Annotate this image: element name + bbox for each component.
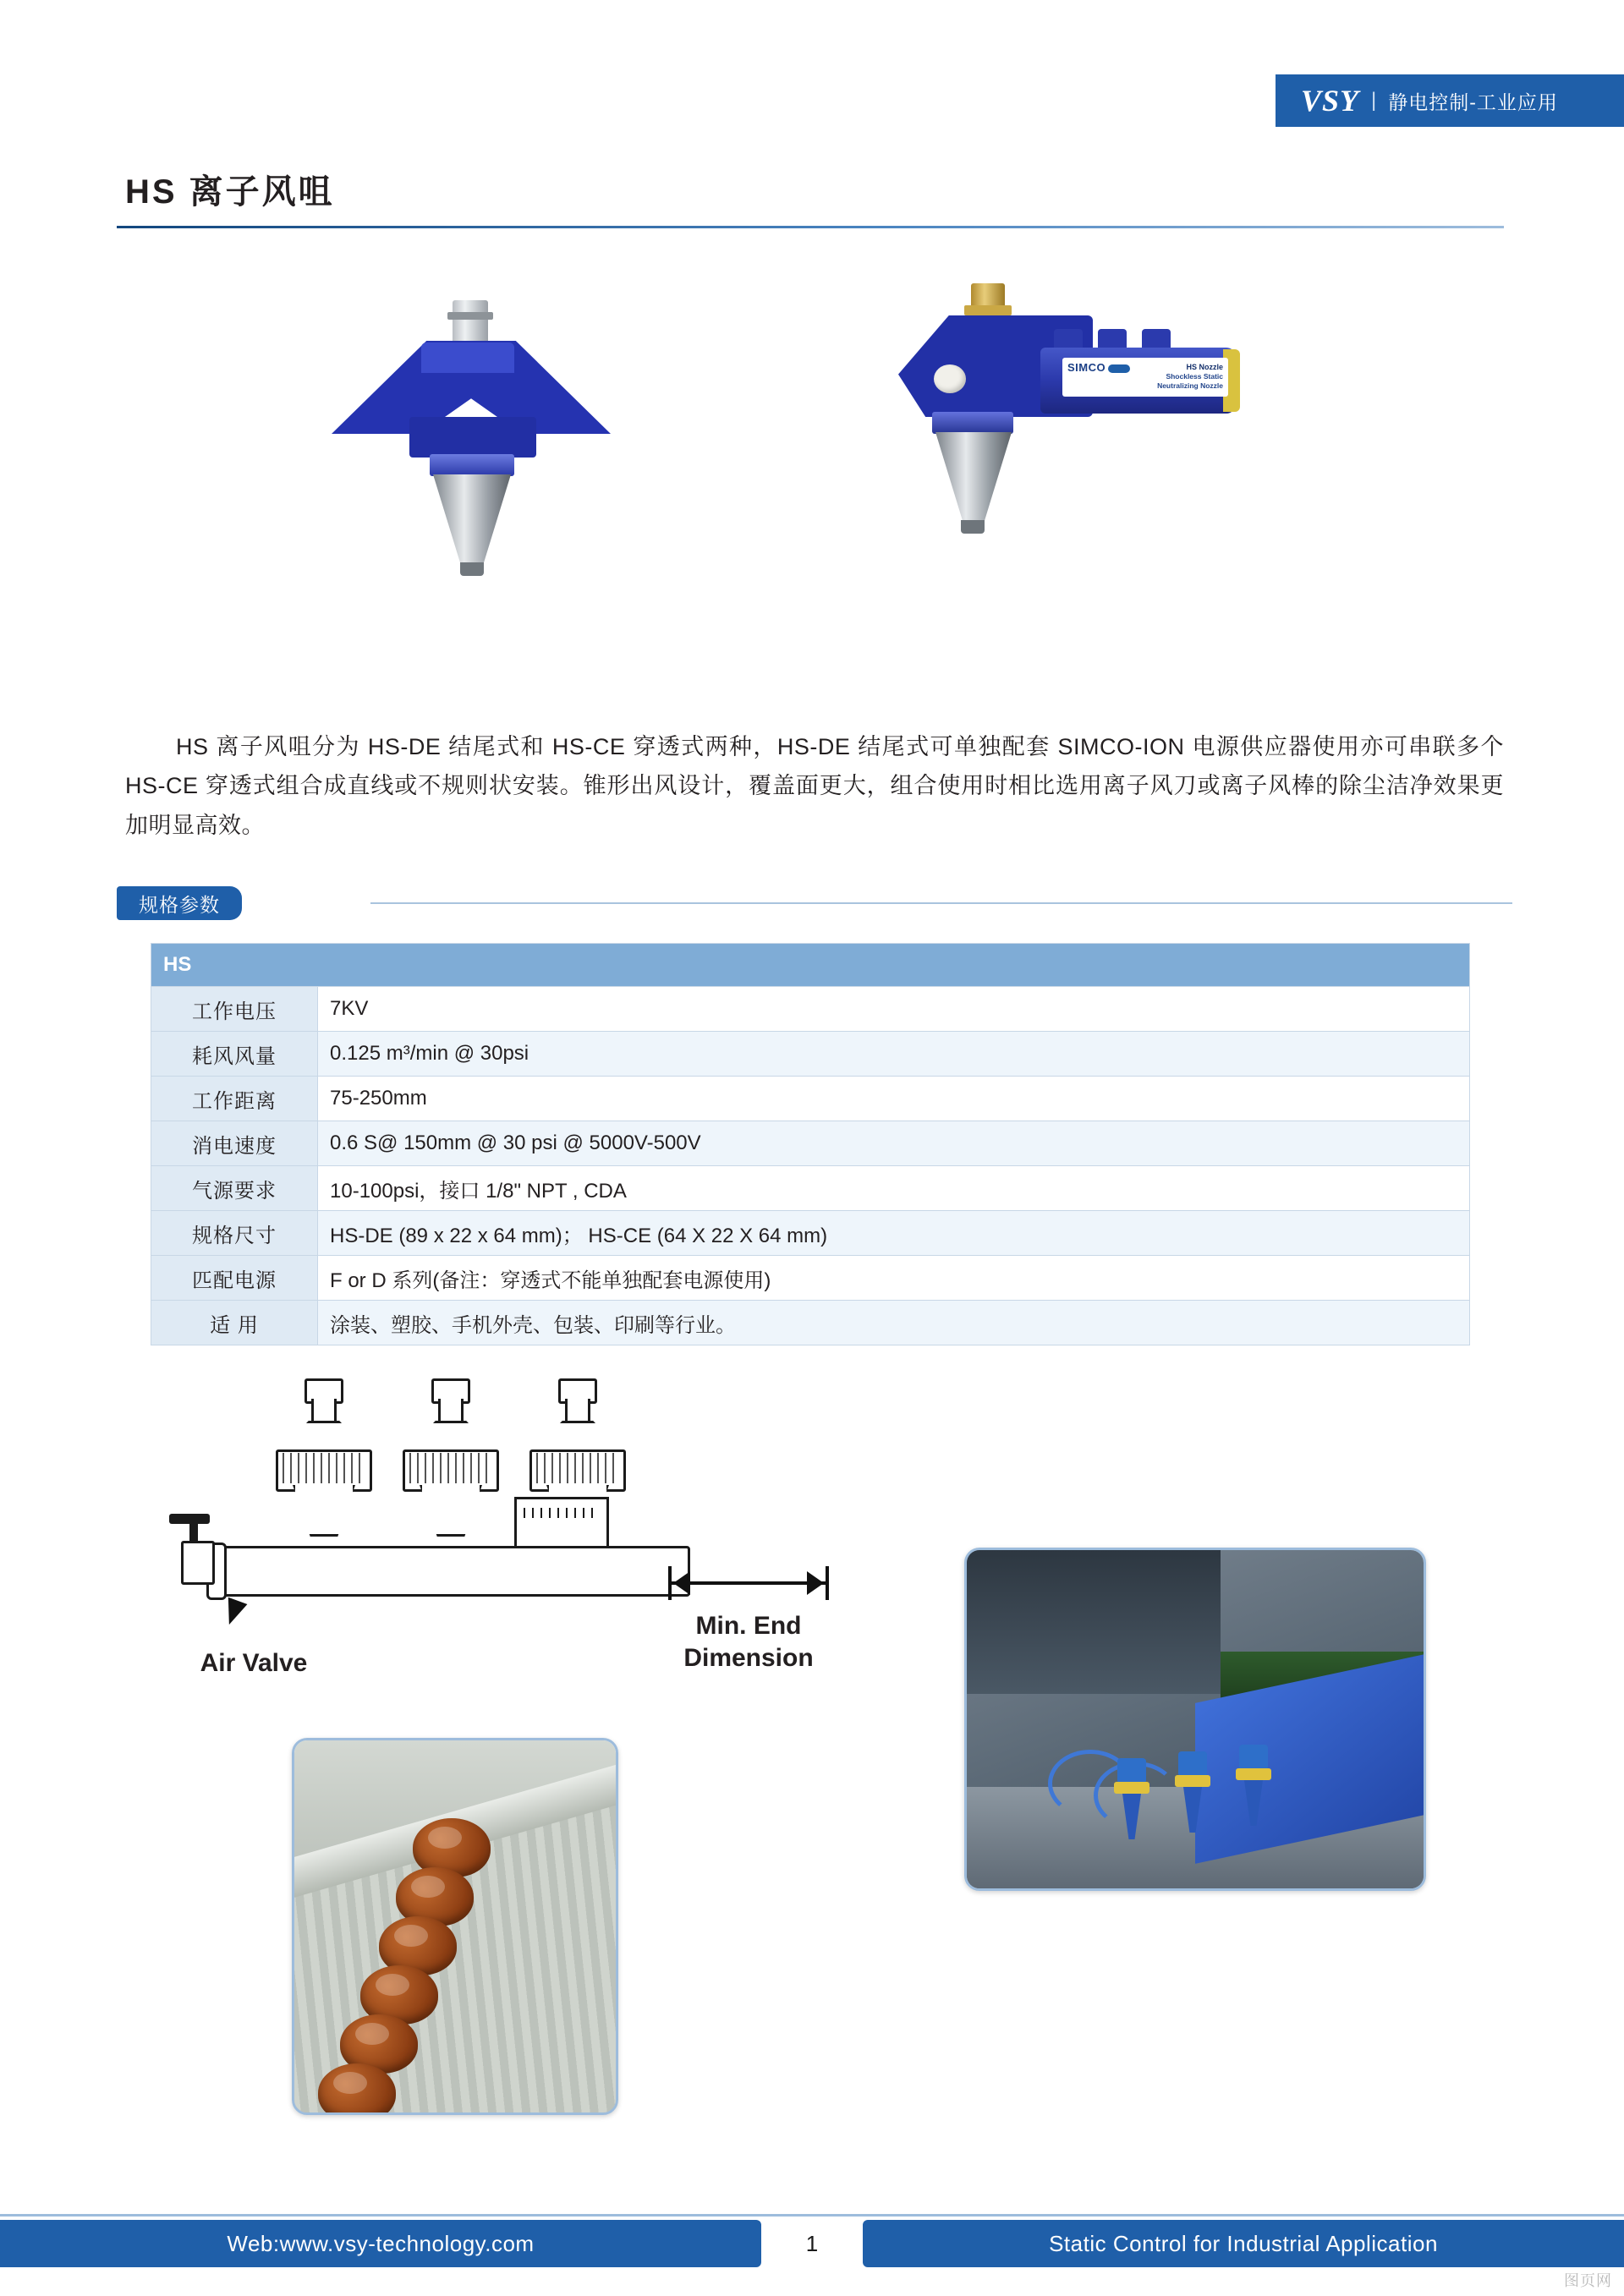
- row-key: 匹配电源: [151, 1256, 318, 1301]
- photo-machine-frame: [967, 1550, 1221, 1694]
- nozzle-tip: [961, 520, 985, 534]
- nozzle-top: [1117, 1758, 1146, 1784]
- brass-fitting: [971, 283, 1005, 317]
- nozzle-cone: [1244, 1780, 1263, 1826]
- footer-slogan-text: Static Control for Industrial Application: [1049, 2230, 1438, 2256]
- nozzle-cone: [433, 474, 511, 566]
- nozzle-hatching: [283, 1453, 360, 1483]
- table-header-row: [151, 944, 1470, 987]
- table-row: [151, 1211, 1470, 1256]
- table-row: [151, 1121, 1470, 1166]
- nozzle-cone: [1183, 1787, 1202, 1833]
- row-value: 0.125 m³/min @ 30psi: [318, 1032, 1470, 1077]
- product-photo-group: [0, 258, 1624, 655]
- label-logo-dot: [1108, 364, 1130, 373]
- row-value: HS-DE (89 x 22 x 64 mm)； HS-CE (64 X 22 X 64 mm): [318, 1211, 1470, 1256]
- row-value: 7KV: [318, 987, 1470, 1032]
- row-key: 耗风风量: [151, 1032, 318, 1077]
- row-value: F or D 系列(备注：穿透式不能单独配套电源使用): [318, 1256, 1470, 1301]
- nozzle-hatching: [409, 1453, 487, 1483]
- nozzle-cone: [935, 432, 1012, 522]
- drawing-nozzle: [389, 1378, 508, 1548]
- drawing-nozzle: [262, 1378, 381, 1548]
- application-photo-conveyor-sheet: [964, 1548, 1426, 1891]
- nozzle-cone: [1122, 1794, 1141, 1839]
- spec-table: [151, 943, 1470, 1345]
- drawing-air-manifold: [211, 1546, 690, 1597]
- nozzle-band: [1175, 1775, 1210, 1787]
- label-brand: SIMCO: [1067, 361, 1106, 374]
- nozzle-neck: [438, 1399, 464, 1423]
- dimension-bar: [668, 1581, 829, 1585]
- label-line1: HS Nozzle: [1186, 363, 1223, 371]
- table-row: [151, 1166, 1470, 1211]
- brand-logo: VSY: [1301, 84, 1360, 118]
- dimension-tick-right: [826, 1566, 829, 1600]
- intro-paragraph-text: HS 离子风咀分为 HS-DE 结尾式和 HS-CE 穿透式两种，HS-DE 结尾式可单独配套 SIMCO-ION 电源供应器使用亦可串联多个 HS-CE 穿透式组合成直线或不规则状安装。锥形出风设计，覆盖面更大，组合使用时相比选用离子风刀或离子风棒的除尘洁净效果更加明显高效。: [125, 734, 1504, 838]
- valve-stem: [189, 1514, 198, 1543]
- table-row: [151, 987, 1470, 1032]
- photo-nozzle: [1170, 1751, 1215, 1833]
- row-key: 气源要求: [151, 1166, 318, 1211]
- title-divider: [117, 226, 1504, 228]
- table-header-cell: HS: [151, 944, 1470, 987]
- air-valve-callout-arrow: [220, 1597, 248, 1628]
- arrowhead-left: [673, 1571, 690, 1595]
- photo-bottle: [318, 2063, 396, 2115]
- table-row: [151, 1077, 1470, 1121]
- nozzle-top: [1239, 1745, 1268, 1770]
- row-value: 10-100psi，接口 1/8" NPT , CDA: [318, 1166, 1470, 1211]
- nozzle-air-fitting: [453, 300, 488, 346]
- dimension-label-line1: Min. End: [695, 1612, 802, 1640]
- valve-body: [181, 1541, 215, 1585]
- table-row: [151, 1301, 1470, 1345]
- row-key: 工作电压: [151, 987, 318, 1032]
- section-tag-rule: [370, 902, 1512, 904]
- product-photo-hs-de: [321, 275, 617, 638]
- photo-nozzle: [1231, 1745, 1276, 1826]
- dimension-label: [651, 1610, 846, 1674]
- label-line2: Shockless Static: [1166, 372, 1223, 381]
- drawing-end-block: [514, 1497, 609, 1551]
- footer-divider: [0, 2214, 1624, 2217]
- section-tag-label: 规格参数: [117, 886, 242, 920]
- nozzle-center-body: [409, 417, 536, 458]
- table-row: [151, 1256, 1470, 1301]
- product-photo-hs-ce: [863, 275, 1223, 638]
- product-label: [1062, 358, 1228, 397]
- footer-page-number: 1: [805, 2230, 819, 2256]
- dimension-label-line2: Dimension: [683, 1643, 814, 1672]
- drawing-air-valve: [169, 1514, 220, 1595]
- nozzle-wing-highlight: [421, 342, 514, 373]
- table-row: [151, 1032, 1470, 1077]
- nozzle-collar: [932, 412, 1013, 434]
- row-key: 工作距离: [151, 1077, 318, 1121]
- row-key: 规格尺寸: [151, 1211, 318, 1256]
- label-line3: Neutralizing Nozzle: [1157, 381, 1223, 390]
- nozzle-taper: [420, 1485, 482, 1537]
- watermark-text: 图页网: [1564, 2272, 1612, 2289]
- footer-website-text: Web:www.vsy-technology.com: [227, 2230, 535, 2256]
- intro-paragraph: [125, 727, 1504, 845]
- assembly-line-drawing: [161, 1370, 814, 1734]
- page-footer: [0, 2208, 1624, 2296]
- nozzle-white-knob: [934, 364, 966, 393]
- row-value: 0.6 S@ 150mm @ 30 psi @ 5000V-500V: [318, 1121, 1470, 1166]
- nozzle-taper: [293, 1485, 355, 1537]
- nozzle-hatching: [536, 1453, 614, 1483]
- dimension-arrow: [668, 1566, 829, 1600]
- section-header: [117, 886, 1512, 920]
- application-photo-bottle-conveyor: [292, 1738, 618, 2115]
- dimension-tick-left: [668, 1566, 672, 1600]
- air-valve-label: Air Valve: [200, 1649, 308, 1677]
- nozzle-tip: [460, 562, 484, 576]
- row-value: 涂装、塑胶、手机外壳、包装、印刷等行业。: [318, 1301, 1470, 1345]
- nozzle-top: [1178, 1751, 1207, 1777]
- page-title: HS 离子风咀: [125, 173, 335, 211]
- row-key: 适 用: [151, 1301, 318, 1345]
- row-value: 75-250mm: [318, 1077, 1470, 1121]
- arrowhead-right: [807, 1571, 824, 1595]
- nozzle-neck: [311, 1399, 337, 1423]
- header-bar: [1276, 74, 1624, 127]
- nozzle-band: [1114, 1782, 1149, 1794]
- nozzle-band: [1236, 1768, 1271, 1780]
- nozzle-collar: [430, 454, 514, 476]
- row-key: 消电速度: [151, 1121, 318, 1166]
- header-tagline: 静电控制-工业应用: [1388, 90, 1558, 113]
- header-separator: |: [1371, 89, 1377, 112]
- nozzle-neck: [565, 1399, 590, 1423]
- photo-nozzle: [1109, 1758, 1155, 1839]
